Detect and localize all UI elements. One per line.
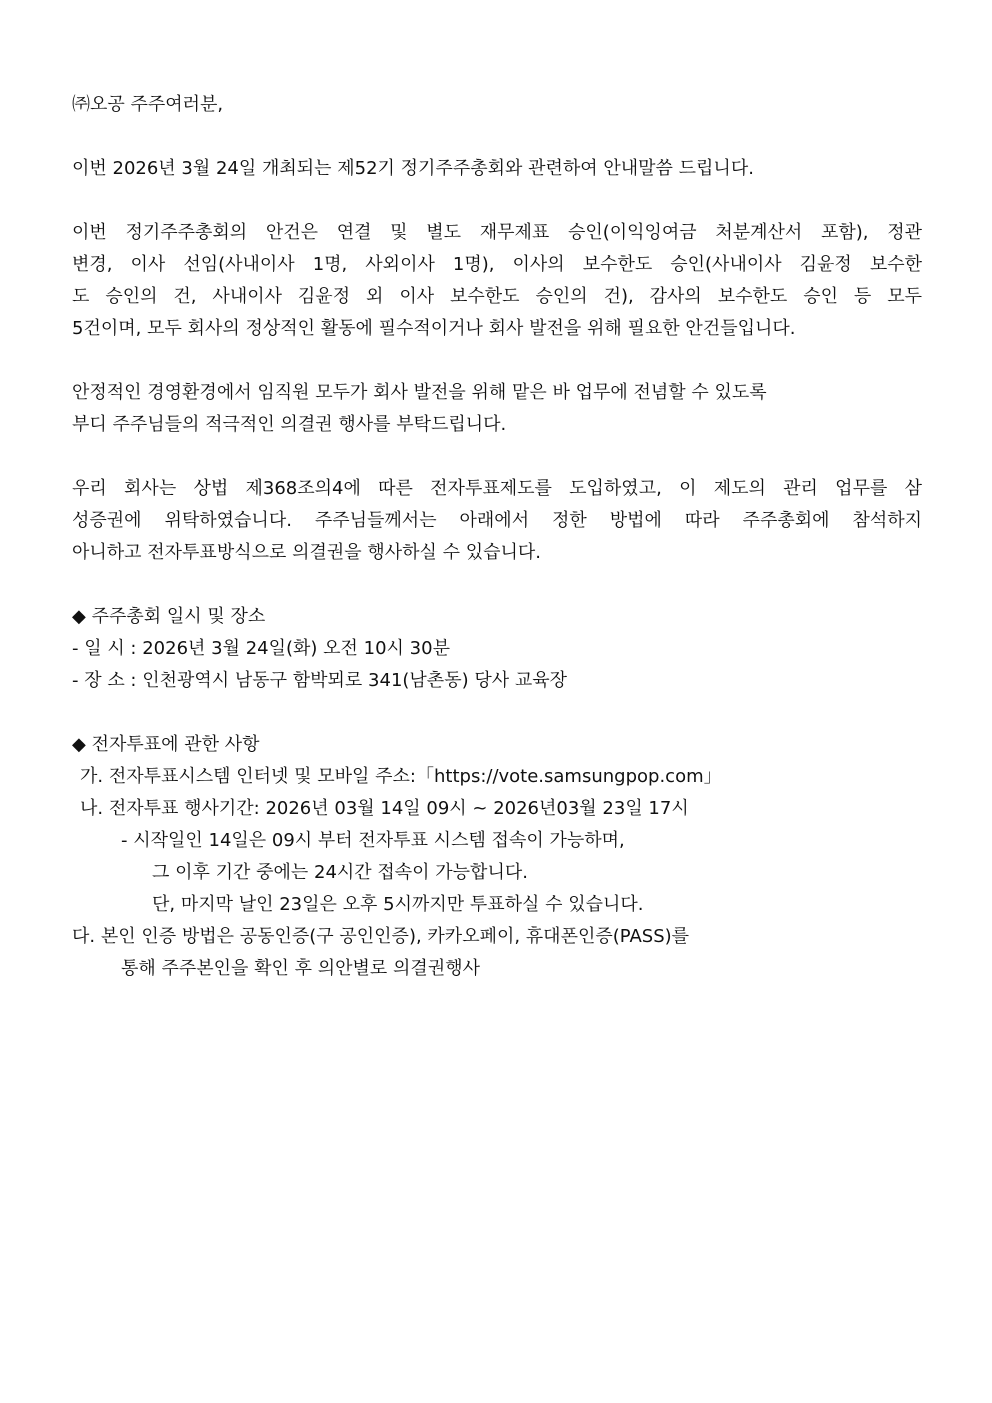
agenda-line: 도 승인의 건, 사내이사 김윤정 외 이사 보수한도 승인의 건), 감사의 보수한도 승인 등 모두 (72, 286, 922, 307)
meeting-heading: ◆ 주주총회 일시 및 장소 (72, 606, 266, 627)
request-line: 부디 주주님들의 적극적인 의결권 행사를 부탁드립니다. (72, 414, 507, 435)
agenda-line: 이번 정기주주총회의 안건은 연결 및 별도 재무제표 승인(이익잉여금 처분계산서 포함), 정관 (72, 222, 922, 243)
request-line: 안정적인 경영환경에서 임직원 모두가 회사 발전을 위해 맡은 바 업무에 전념할 수 있도록 (72, 382, 767, 403)
meeting-datetime: - 일 시 : 2026년 3월 24일(화) 오전 10시 30분 (72, 638, 450, 659)
meeting-place: - 장 소 : 인천광역시 남동구 함박뫼로 341(남촌동) 당사 교육장 (72, 670, 567, 691)
evote-line: 아니하고 전자투표방식으로 의결권을 행사하실 수 있습니다. (72, 542, 542, 563)
greeting: ㈜오공 주주여러분, (72, 94, 224, 115)
evote-heading: ◆ 전자투표에 관한 사항 (72, 734, 260, 755)
evote-period-item: 나. 전자투표 행사기간: 2026년 03월 14일 09시 ~ 2026년03월 23일 17시 (80, 798, 689, 819)
evote-period-note: - 시작일인 14일은 09시 부터 전자투표 시스템 접속이 가능하며, (121, 830, 625, 851)
agenda-line: 5건이며, 모두 회사의 정상적인 활동에 필수적이거나 회사 발전을 위해 필요한 안건들입니다. (72, 318, 796, 339)
evote-address-item: 가. 전자투표시스템 인터넷 및 모바일 주소:「https://vote.samsungpop.com」 (80, 766, 722, 787)
evote-auth-item: 다. 본인 인증 방법은 공동인증(구 공인인증), 카카오페이, 휴대폰인증(PASS)를 (72, 926, 690, 947)
evote-auth-item-continued: 통해 주주본인을 확인 후 의안별로 의결권행사 (121, 958, 480, 979)
intro-sentence: 이번 2026년 3월 24일 개최되는 제52기 정기주주총회와 관련하여 안내말씀 드립니다. (72, 158, 754, 179)
evote-line: 성증권에 위탁하였습니다. 주주님들께서는 아래에서 정한 방법에 따라 주주총회에 참석하지 (72, 510, 922, 531)
evote-period-note: 그 이후 기간 중에는 24시간 접속이 가능합니다. (152, 862, 528, 883)
agenda-line: 변경, 이사 선임(사내이사 1명, 사외이사 1명), 이사의 보수한도 승인(사내이사 김윤정 보수한 (72, 254, 922, 275)
evote-line: 우리 회사는 상법 제368조의4에 따른 전자투표제도를 도입하였고, 이 제도의 관리 업무를 삼 (72, 478, 922, 499)
evote-period-note: 단, 마지막 날인 23일은 오후 5시까지만 투표하실 수 있습니다. (152, 894, 644, 915)
